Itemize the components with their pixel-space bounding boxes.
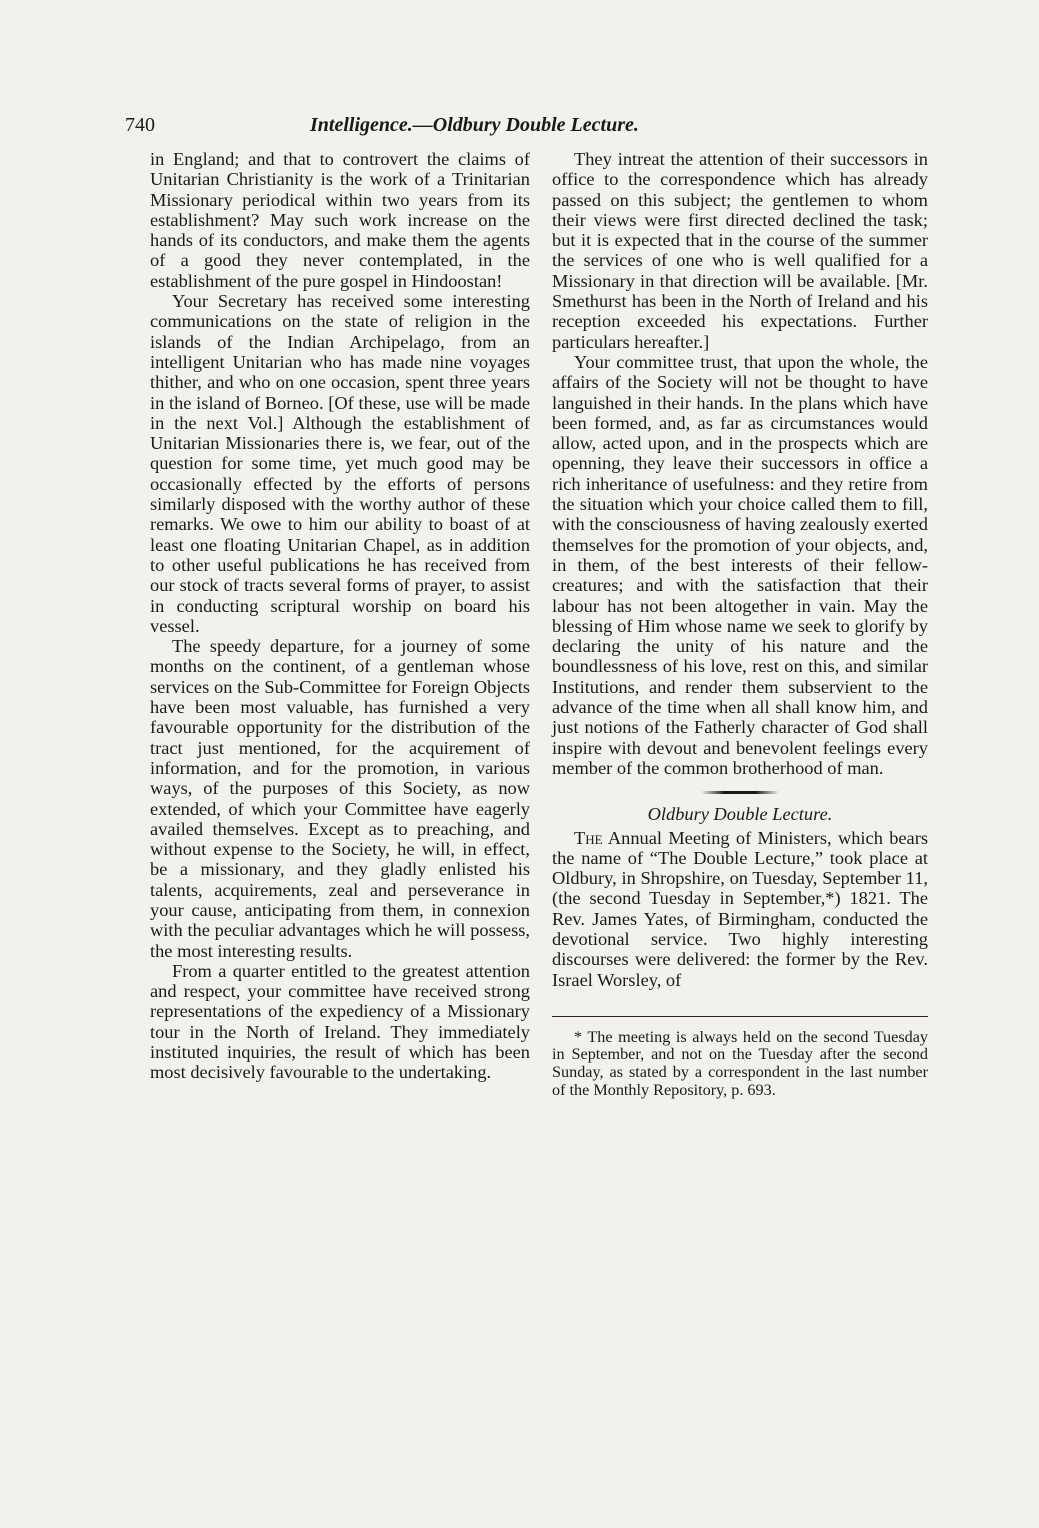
right-column [552, 149, 928, 1099]
running-title: Intelligence.—Oldbury Double Lecture. [310, 114, 639, 136]
paragraph-indian-archipelago: Your Secretary has received some interesting communications on the state of religion in the islands of the Indian Archipelago, from an intelligent Unitarian who has made nine voyages thither, and who on one occasion, spent three years in the island of Borneo. [Of these, use will be made in the next Vol.] Although the establishment of Unitarian Missionaries there is, we fear, out of the question for some time, yet much good may be occasionally effected by the efforts of persons similarly disposed with the worthy author of these remarks. We owe to him our ability to boast of at least one floating Unitarian Chapel, as in addition to other useful publications he has received from our stock of tracts several forms of prayer, to assist in conducting scriptural worship on board his vessel. [150, 291, 530, 636]
paragraph-ireland-tour: From a quarter entitled to the greatest attention and respect, your committee have received strong representations of the expediency of a Missionary tour in the North of Ireland. They immediately instituted inquiries, the result of which has been most decisively favourable to the undertaking. [150, 960, 530, 1083]
paragraph-annual-meeting-text: Annual Meeting of Ministers, which bears the name of “The Double Lecture,” took place at Oldbury, in Shropshire, on Tuesday, September 11, (the second Tuesday in September,*) 1821. The Rev. James Yates, of Birmingham, conducted the devotional service. Two highly interesting discourses were delivered: the former by the Rev. Israel Worsley, of [552, 827, 928, 990]
lead-word: The [574, 827, 603, 848]
footnote: * The meeting is always held on the second Tuesday in September, and not on the Tuesday after the second Sunday, as stated by a correspondent in the last number of the Monthly Repository, p. 693. [552, 1027, 928, 1099]
page-number: 740 [125, 114, 155, 136]
paragraph-continuation: in England; and that to controvert the claims of Unitarian Christianity is the work of a Trinitarian Missionary periodical within two years from its establishment? May such work increase on the hands of its conductors, and make them the agents of a good they never contemplated, in the establishment of the pure gospel in Hindoostan! [150, 149, 530, 291]
section-heading: Oldbury Double Lecture. [647, 804, 833, 825]
footnote-rule [552, 1016, 928, 1017]
section-divider [701, 791, 779, 794]
paragraph-intreat-attention: They intreat the attention of their successors in office to the correspondence which has already passed on this subject; the gentlemen to whom their views were first directed declined the task; but it is expected that in the course of the summer the services of one who is well qualified for a Missionary in that direction will be available. [Mr. Smethurst has been in the North of Ireland and his reception exceeded his expectations. Further particulars hereafter.] [552, 149, 928, 352]
paragraph-speedy-departure: The speedy departure, for a journey of some months on the continent, of a gentleman whose services on the Sub-Committee for Foreign Objects have been most valuable, has furnished a very favourable opportunity for the distribution of the tract just mentioned, for the acquirement of information, and for the promotion, in various ways, of the purposes of this Society, as now extended, of which your Committee have eagerly availed themselves. Except as to preaching, and without expense to the Society, he will, in effect, be a missionary, and they gladly enlisted his talents, acquirements, zeal and perseverance in your cause, anticipating from them, in connexion with the peculiar advantages which he will possess, the most interesting results. [150, 636, 530, 961]
left-column [150, 149, 530, 1083]
paragraph-committee-trust: Your committee trust, that upon the whole, the affairs of the Society will not be thought to have languished in their hands. In the plans which have been formed, and, as far as circumstances would allow, acted upon, and in the prospects which are openning, they leave their successors in office a rich inheritance of usefulness: and they retire from the situation which your choice called them to fill, with the consciousness of having zealously exerted themselves for the promotion of your objects, and, in them, of the best interests of their fellow-creatures; and with the satisfaction that their labour has not been altogether in vain. May the blessing of Him whose name we seek to glorify by declaring the unity of his nature and the boundlessness of his love, rest on this, and similar Institutions, and render them subservient to the advance of the time when all shall know him, and just notions of the Fatherly character of God shall inspire with devout and benevolent feelings every member of the common brotherhood of man. [552, 351, 928, 778]
paragraph-annual-meeting [552, 828, 928, 990]
running-header [125, 112, 775, 138]
